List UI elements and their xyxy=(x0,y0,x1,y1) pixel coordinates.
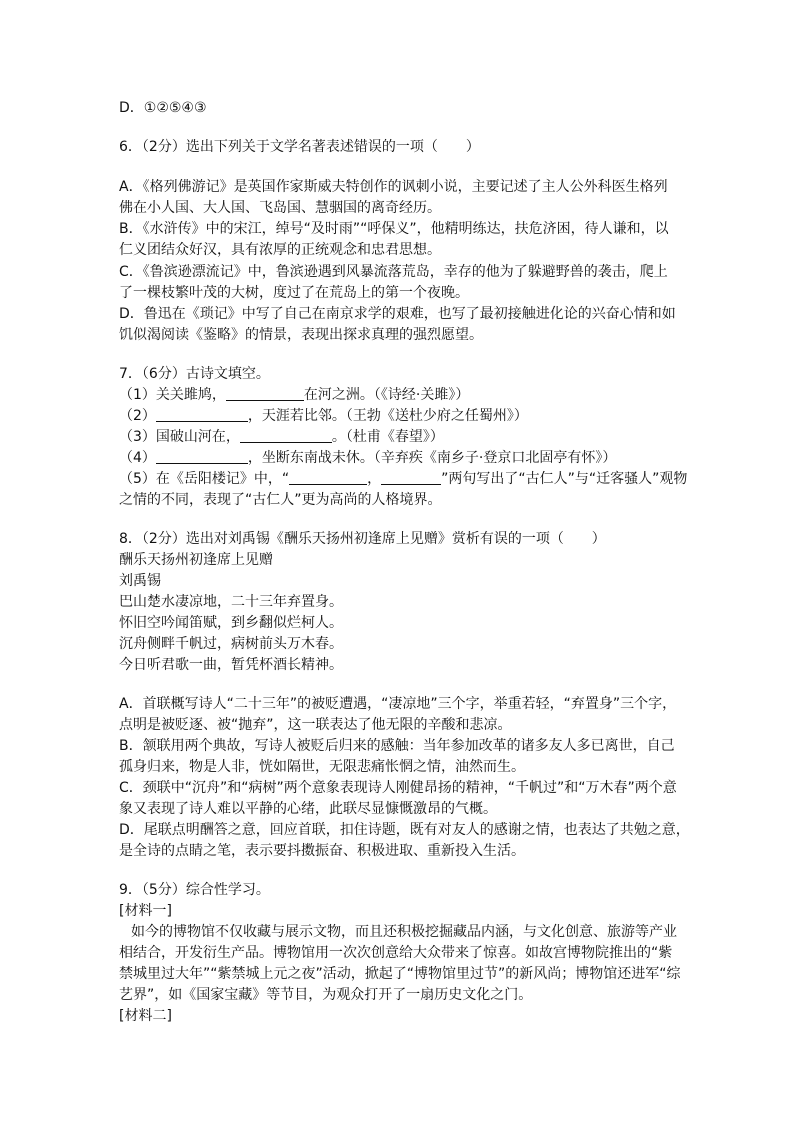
q8-option-a-line1: A．首联概写诗人“二十三年”的被贬遭遇，“凄凉地”三个字，举重若轻，“弃置身”三个字， xyxy=(119,696,677,712)
q9-stem: 9．（5分）综合性学习。 xyxy=(119,882,270,898)
q9-material-1-label: [材料一] xyxy=(119,903,172,919)
q6-option-b-line2: 仁义团结众好汉，具有浓厚的正统观念和忠君思想。 xyxy=(119,242,441,258)
q8-option-b-line2: 孤身归来，物是人非，恍如隔世，无限悲痛怅惘之情，油然而生。 xyxy=(119,759,525,775)
q7-item-5-line2: 之情的不同，表现了“古仁人”更为高尚的人格境界。 xyxy=(119,492,442,508)
q7-item-1-suffix: 在河之洲。（《诗经·关雎》） xyxy=(303,387,470,403)
q7-item-2 xyxy=(119,406,528,426)
q7-item-5 xyxy=(119,469,687,489)
q8-poem-title: 酬乐天扬州初逢席上见赠 xyxy=(119,552,273,568)
q8-poem-line4: 今日听君歌一曲，暂凭杯酒长精神。 xyxy=(119,657,343,673)
q7-item-3-prefix: （3）国破山河在， xyxy=(119,429,240,445)
q7-item-1-prefix: （1）关关雎鸠， xyxy=(119,387,226,403)
q7-stem: 7．（6分）古诗文填空。 xyxy=(119,366,270,382)
q5-option-d: D．①②⑤④③ xyxy=(119,100,207,116)
q7-item-3-suffix: 。（杜甫《春望》） xyxy=(331,429,444,445)
q9-material-1-line1: 如今的博物馆不仅收藏与展示文物，而且还积极挖掘藏品内涵，与文化创意、旅游等产业 xyxy=(131,924,677,940)
q6-stem: 6．（2分）选出下列关于文学名著表述错误的一项（ ） xyxy=(119,139,480,155)
q6-option-a-line2: 佛在小人国、大人国、飞岛国、慧骃国的离奇经历。 xyxy=(119,200,441,216)
q9-material-1-line4: 艺界”，如《国家宝藏》等节目，为观众打开了一扇历史文化之门。 xyxy=(119,987,533,1003)
q7-item-5-suffix: ”两句写出了“古仁人”与“迁客骚人”观物 xyxy=(441,471,688,487)
q7-item-5-comma: ， xyxy=(367,471,382,487)
q7-blank-1[interactable] xyxy=(226,386,304,401)
q9-material-1-line3: 禁城里过大年”“紫禁城上元之夜”活动，掀起了“博物馆里过节”的新风尚；博物馆还进军“综 xyxy=(119,966,681,982)
q9-material-1-line2: 相结合，开发衍生产品。博物馆用一次次创意给大众带来了惊喜。如故宫博物院推出的“紫 xyxy=(119,945,673,961)
q6-option-d-line2: 饥似渴阅读《鉴略》的情景，表现出探求真理的强烈愿望。 xyxy=(119,327,483,343)
q8-option-b-line1: B．颔联用两个典故，写诗人被贬后归来的感触：当年参加改革的诸多友人多已离世，自己 xyxy=(119,738,675,754)
q9-material-2-label: [材料二] xyxy=(119,1008,172,1024)
q8-poem-line3: 沉舟侧畔千帆过，病树前头万木春。 xyxy=(119,636,343,652)
q7-item-3 xyxy=(119,427,444,447)
q7-blank-5a[interactable] xyxy=(289,470,367,485)
q6-option-c-line2: 了一棵枝繁叶茂的大树，度过了在荒岛上的第一个夜晚。 xyxy=(119,285,469,301)
q7-item-1 xyxy=(119,385,469,405)
q8-option-c-line1: C．颈联中“沉舟”和“病树”两个意象表现诗人刚健昂扬的精神，“千帆过”和“万木春”两个意 xyxy=(119,780,677,796)
q7-item-2-suffix: ，天涯若比邻。（王勃《送杜少府之任蜀州》） xyxy=(247,408,528,424)
q6-option-d-line1: D．鲁迅在《琐记》中写了自己在南京求学的艰难，也写了最初接触进化论的兴奋心情和如 xyxy=(119,306,676,322)
q7-item-4-suffix: ，坐断东南战未休。（辛弃疾《南乡子·登京口北固亭有怀》） xyxy=(247,450,617,466)
q7-blank-3[interactable] xyxy=(240,428,332,443)
q8-option-d-line2: 是全诗的点睛之笔，表示要抖擞振奋、积极进取、重新投入生活。 xyxy=(119,843,525,859)
q8-option-d-line1: D．尾联点明酬答之意，回应首联，扣住诗题，既有对友人的感谢之情，也表达了共勉之意， xyxy=(119,822,690,838)
q6-option-c-line1: C．《鲁滨逊漂流记》中，鲁滨逊遇到风暴流落荒岛，幸存的他为了躲避野兽的袭击，爬上 xyxy=(119,264,668,280)
q7-item-4-prefix: （4） xyxy=(119,450,156,466)
q7-item-4 xyxy=(119,448,616,468)
q8-poem-line1: 巴山楚水凄凉地，二十三年弃置身。 xyxy=(119,594,343,610)
q7-blank-2[interactable] xyxy=(156,407,248,422)
q7-item-5-prefix: （5）在《岳阳楼记》中，“ xyxy=(119,471,290,487)
q6-option-b-line1: B．《水浒传》中的宋江，绰号“及时雨”“呼保义”，他精明练达，扶危济困，待人谦和，以 xyxy=(119,221,669,237)
q6-option-a-line1: A．《格列佛游记》是英国作家斯威夫特创作的讽刺小说，主要记述了主人公外科医生格列 xyxy=(119,179,668,195)
q7-blank-4[interactable] xyxy=(156,449,248,464)
q8-stem: 8．（2分）选出对刘禹锡《酬乐天扬州初逢席上见赠》赏析有误的一项（ ） xyxy=(119,531,606,547)
q8-option-a-line2: 点明是被贬逐、被“抛弃”，这一联表达了他无限的辛酸和悲凉。 xyxy=(119,717,512,733)
q8-poem-author: 刘禹锡 xyxy=(119,573,161,589)
q8-option-c-line2: 象又表现了诗人难以平静的心绪，此联尽显慷慨激昂的气概。 xyxy=(119,801,497,817)
q8-poem-line2: 怀旧空吟闻笛赋，到乡翻似烂柯人。 xyxy=(119,615,343,631)
q7-blank-5b[interactable] xyxy=(381,470,441,485)
q7-item-2-prefix: （2） xyxy=(119,408,156,424)
